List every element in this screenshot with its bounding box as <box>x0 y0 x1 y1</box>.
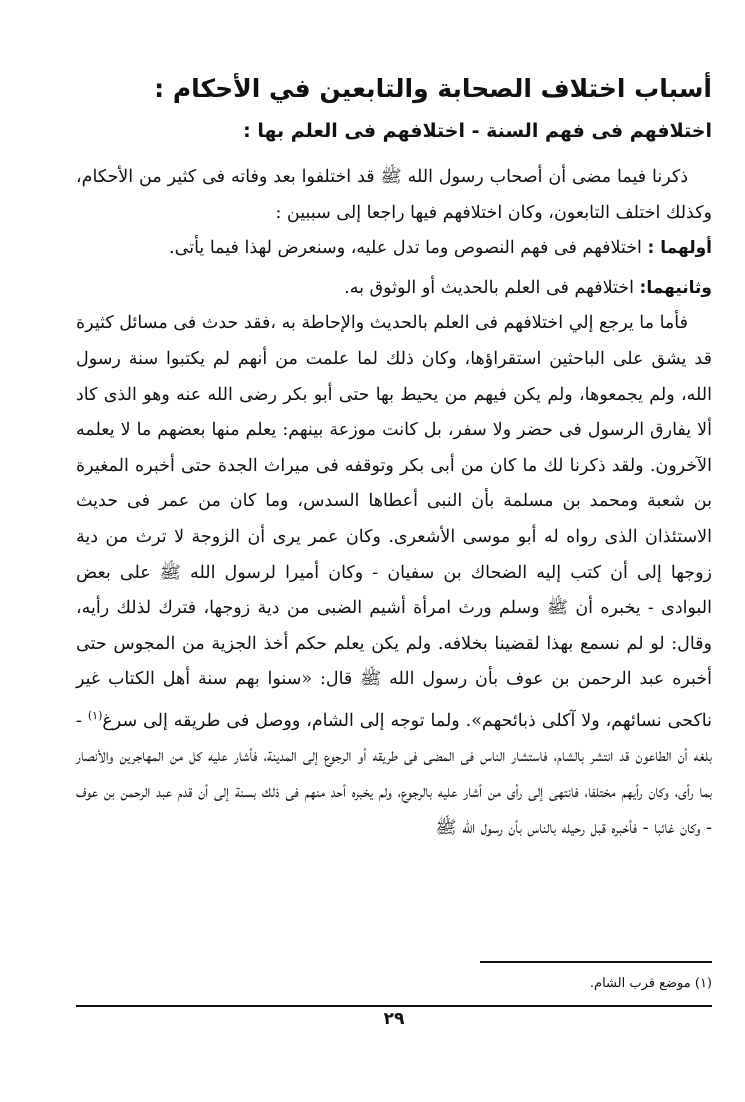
main-text-part1: فأما ما يرجع إلي اختلافهم فى العلم بالحديث والإحاطة به ،فقد حدث فى مسائل كثيرة قد يشق على الباحثين استقراؤها، وكان ذلك لما علمت من أنهم لم يكتبوا سنة رسول الله، ولم يجمعوها، ولم يكن فيهم من يحيط بها حتى أبو بكر رضى الله عنه وهو الذى كاد ألا يفارق الرسول فى حضر ولا سفر، بل كانت موزعة بينهم: يعلم منها بعضهم ما لا يعلمه الآخرون. ولقد ذكرنا لك ما كان من أبى بكر وتوقفه فى ميراث الجدة حتى أخبره المغيرة بن شعبة ومحمد بن مسلمة بأن النبى أعطاها السدس، وما كان من عمر فى حديث الاستئذان الذى رواه له أبو موسى الأشعرى. وكان عمر يرى أن الزوجة لا ترث من دية زوجها إلى أن كتب إليه الضحاك بن سفيان - وكان أميرا لرسول الله ﷺ على بعض البوادى - يخبره أن ﷺ وسلم ورث امرأة أشيم الضبى من دية زوجها، فترك لذلك رأيه، وقال: لو لم نسمع بهذا لقضينا بخلافه. ولم يكن يعلم حكم أخذ الجزية من المجوس حتى أخبره عبد الرحمن بن عوف بأن رسول الله ﷺ قال: «سنوا بهم سنة أهل الكتاب غير ناكحى نسائهم، ولا آكلى ذبائحهم». ولما توجه إلى الشام، ووصل فى طريقه إلى سرغ <box>76 313 712 731</box>
footnote-marker[interactable]: (١) <box>87 708 103 722</box>
paragraph-second-reason <box>76 271 712 307</box>
body-text <box>76 160 712 846</box>
footnote: (١) موضع قرب الشام. <box>589 976 712 991</box>
paragraph-intro: ذكرنا فيما مضى أن أصحاب رسول الله ﷺ قد اختلفوا بعد وفاته فى كثير من الأحكام، وكذلك اختلف التابعون، وكان اختلافهم فيها راجعا إلى سببين : <box>76 167 712 223</box>
first-reason-label: أولهما : <box>647 238 712 259</box>
paragraph-first-reason <box>76 231 712 267</box>
footnote-divider <box>480 961 712 963</box>
page-number: ٢٩ <box>383 1009 405 1029</box>
second-reason-label: وثانيهما: <box>639 277 712 298</box>
first-reason-text: اختلافهم فى فهم النصوص وما تدل عليه، وسنعرض لهذا فيما يأتى. <box>169 238 648 259</box>
section-heading: اختلافهم فى فهم السنة - اختلافهم فى العلم بها : <box>243 120 712 142</box>
chapter-title: أسباب اختلاف الصحابة والتابعين في الأحكام : <box>154 74 712 103</box>
main-text-part2: - بلغه أن الطاعون قد انتشر بالشام، فاستشار الناس فى المضى فى طريقه أو الرجوع إلى المدينة، فأشار عليه كل من المهاجرين والأنصار بما رأى، وكان رأيهم مختلفا، فانتهى إلى رأى من أشار عليه بالرجوع، ولم يخبره أحد منهم فى ذلك بسنة إلى أن قدم عبد الرحمن بن عوف - وكان غائبا - فأخبره قبل رحيله بالناس بأن رسول الله ﷺ <box>76 710 712 838</box>
second-reason-text: اختلافهم فى العلم بالحديث أو الوثوق به. <box>344 277 640 298</box>
paragraph-main <box>76 306 712 846</box>
bottom-divider <box>76 1005 712 1007</box>
book-page <box>76 64 712 1054</box>
